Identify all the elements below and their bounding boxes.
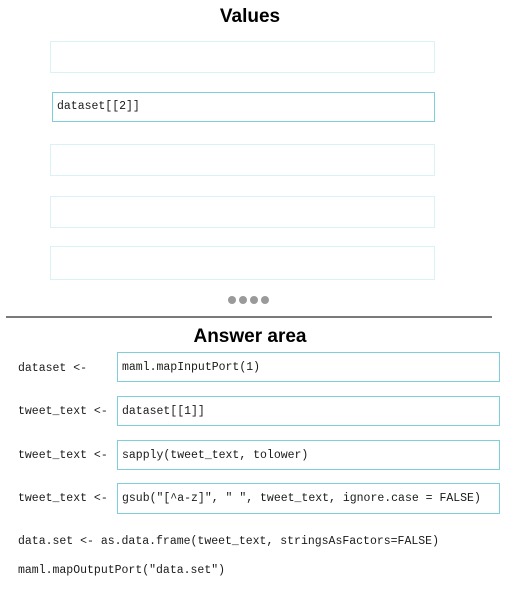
value-slot-2-text: dataset[[2]] <box>57 100 140 113</box>
page-dot[interactable] <box>250 296 258 304</box>
answer-slot-4-text: gsub("[^a-z]", " ", tweet_text, ignore.case = FALSE) <box>122 492 481 505</box>
row-label-tweet-text: tweet_text <- <box>18 405 108 418</box>
answer-slot-3-text: sapply(tweet_text, tolower) <box>122 449 309 462</box>
code-line-data-frame: data.set <- as.data.frame(tweet_text, stringsAsFactors=FALSE) <box>18 535 439 548</box>
value-slot-1[interactable] <box>50 41 435 73</box>
answer-area-title: Answer area <box>193 326 307 347</box>
answer-slot-3[interactable] <box>117 440 500 470</box>
code-line-output-port: maml.mapOutputPort("data.set") <box>18 564 226 577</box>
value-slot-4[interactable] <box>50 196 435 228</box>
answer-slot-1[interactable] <box>117 352 500 382</box>
page-dot[interactable] <box>228 296 236 304</box>
value-slot-3[interactable] <box>50 144 435 176</box>
section-divider <box>6 316 492 318</box>
values-title: Values <box>219 6 281 27</box>
row-label-tweet-text: tweet_text <- <box>18 449 108 462</box>
row-label-tweet-text: tweet_text <- <box>18 492 108 505</box>
answer-slot-4[interactable] <box>117 483 500 514</box>
page-dot[interactable] <box>261 296 269 304</box>
pagination-dots[interactable] <box>228 296 269 304</box>
answer-slot-1-text: maml.mapInputPort(1) <box>122 361 261 374</box>
value-slot-5[interactable] <box>50 246 435 280</box>
value-slot-2[interactable] <box>52 92 435 122</box>
row-label-dataset: dataset <- <box>18 362 88 375</box>
page-dot[interactable] <box>239 296 247 304</box>
answer-slot-2-text: dataset[[1]] <box>122 405 205 418</box>
answer-slot-2[interactable] <box>117 396 500 426</box>
